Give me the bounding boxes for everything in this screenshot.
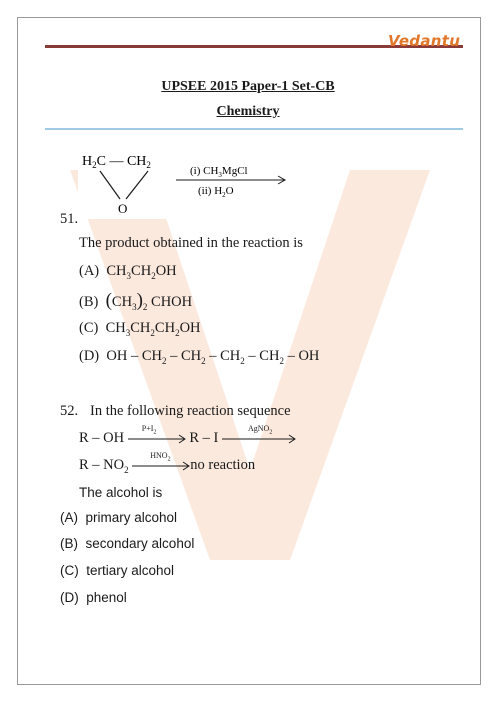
section-rule bbox=[45, 128, 463, 130]
reaction-line-1: R – OH $P+I_2$ R – I AgNO$_2$ bbox=[79, 430, 296, 447]
reaction-line-2: R – $NO_2$ $HNO_2$ no reaction bbox=[79, 451, 256, 475]
q52-option-d bbox=[60, 590, 127, 605]
question-51-stem: The product obtained in the reaction is bbox=[79, 235, 303, 251]
option-label: (C) bbox=[60, 563, 79, 578]
option-label: (B) bbox=[79, 294, 99, 310]
option-label: (D) bbox=[79, 348, 100, 364]
subject-title: Chemistry bbox=[216, 104, 280, 119]
q51-option-b: (B) $(CH_3)_2$ CHOH bbox=[79, 290, 193, 312]
svg-text:(i) CH3MgCl: (i) $CH_3MgCl$ bbox=[190, 165, 248, 179]
q52-option-c bbox=[60, 563, 174, 578]
option-label: (B) bbox=[60, 536, 78, 551]
svg-text:H2C — CH2: $H_2C$ — $CH_2$ bbox=[82, 154, 151, 170]
q52-option-a bbox=[60, 510, 177, 525]
no-reaction-text: no reaction bbox=[190, 457, 256, 473]
option-text: phenol bbox=[86, 590, 127, 605]
question-52-stem: In the following reaction sequence bbox=[90, 403, 291, 419]
alcohol-prompt: The alcohol is bbox=[79, 485, 163, 500]
q52-option-b bbox=[60, 536, 194, 551]
svg-text:(ii) H2O: (ii) $H_2O$ bbox=[198, 185, 234, 199]
option-label: (A) bbox=[60, 510, 78, 525]
epoxide-reaction-image bbox=[78, 147, 290, 219]
svg-text:O: O bbox=[118, 201, 128, 216]
option-text: secondary alcohol bbox=[85, 536, 195, 551]
option-text: primary alcohol bbox=[85, 510, 178, 525]
question-52-number: 52. bbox=[60, 403, 79, 419]
q51-option-c: (C) $CH_3CH_2CH_2OH$ bbox=[79, 320, 201, 338]
q51-option-a: (A) $CH_3CH_2OH$ bbox=[79, 263, 177, 281]
option-label: (C) bbox=[79, 320, 99, 336]
question-51-number: 51. bbox=[60, 211, 79, 227]
paper-title: UPSEE 2015 Paper-1 Set-CB bbox=[161, 79, 335, 94]
q51-option-d: (D) OH – $CH_2 - CH_2 - CH_2 - CH_2$ – OH bbox=[79, 348, 320, 366]
vedantu-logo: Vedantu bbox=[388, 32, 461, 50]
epoxide-structure bbox=[78, 147, 290, 219]
option-label: (D) bbox=[60, 590, 79, 605]
option-text: tertiary alcohol bbox=[86, 563, 175, 578]
option-label: (A) bbox=[79, 263, 100, 279]
